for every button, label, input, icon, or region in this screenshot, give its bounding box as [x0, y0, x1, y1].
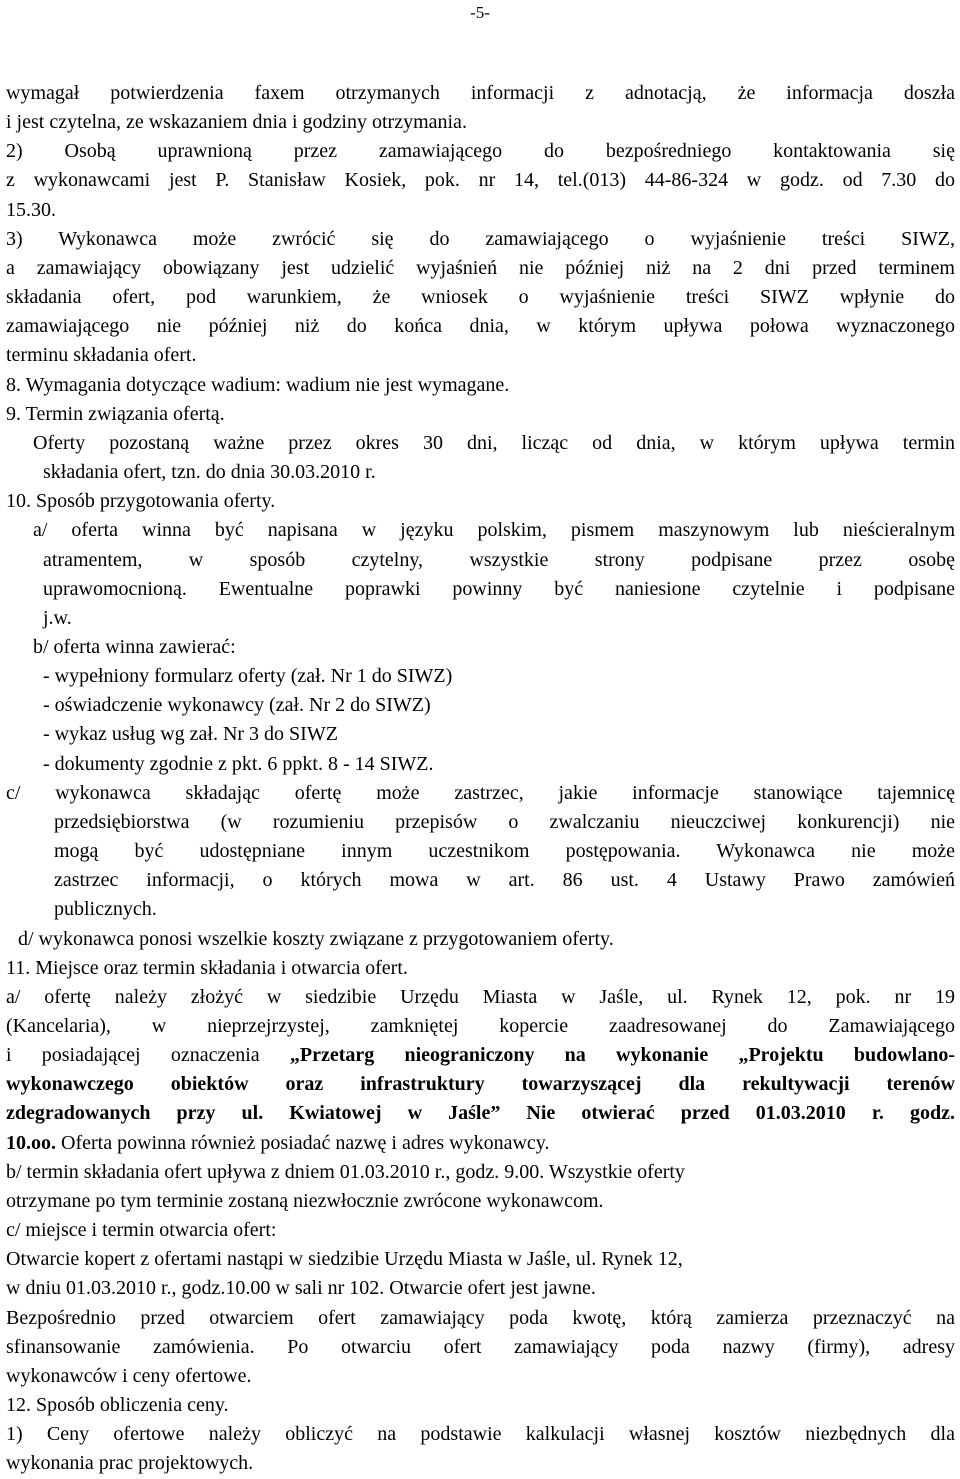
section-heading: 12. Sposób obliczenia ceny. [6, 1394, 229, 1417]
list-item: - oświadczenie wykonawcy (zał. Nr 2 do SIWZ) [43, 694, 431, 717]
text-span: Oferta powinna również posiadać nazwę i adres wykonawcy. [56, 1131, 550, 1154]
text-line: Otwarcie kopert z ofertami nastąpi w siedzibie Urzędu Miasta w Jaśle, ul. Rynek 12, [6, 1248, 683, 1271]
list-item: - wykaz usług wg zał. Nr 3 do SIWZ [43, 723, 338, 746]
text-line: przedsiębiorstwa (w rozumieniu przepisów o zwalczaniu nieuczciwej konkurencji) nie [54, 810, 955, 833]
text-line: składania ofert, pod warunkiem, że wniosek o wyjaśnienie treści SIWZ wpłynie do [6, 286, 955, 309]
text-line: 1) Ceny ofertowe należy obliczyć na podstawie kalkulacji własnej kosztów niezbędnych dla [6, 1423, 955, 1446]
text-line: 3) Wykonawca może zwrócić się do zamawiającego o wyjaśnienie treści SIWZ, [6, 227, 955, 250]
text-line: c/ wykonawca składając ofertę może zastrzec, jakie informacje stanowiące tajemnicę [6, 781, 955, 804]
text-line: 15.30. [6, 198, 56, 221]
section-heading: 10. Sposób przygotowania oferty. [6, 490, 276, 513]
text-span: i posiadającej oznaczenia [6, 1044, 290, 1067]
text-line: w dniu 01.03.2010 r., godz.10.00 w sali nr 102. Otwarcie ofert jest jawne. [6, 1277, 596, 1300]
text-line: Oferty pozostaną ważne przez okres 30 dni, licząc od dnia, w którym upływa termin [33, 431, 955, 454]
text-line: Bezpośrednio przed otwarciem ofert zamawiający poda kwotę, którą zamierza przeznaczyć na [6, 1306, 955, 1329]
list-item: - wypełniony formularz oferty (zał. Nr 1 do SIWZ) [43, 665, 453, 688]
text-line: wymagał potwierdzenia faxem otrzymanych informacji z adnotacją, że informacja doszła [6, 82, 955, 104]
text-line: b/ oferta winna zawierać: [33, 635, 236, 658]
text-line: a zamawiający obowiązany jest udzielić wyjaśnień nie później niż na 2 dni przed terminem [6, 256, 955, 279]
text-line: otrzymane po tym terminie zostaną niezwłocznie zwrócone wykonawcom. [6, 1189, 604, 1212]
text-line: publicznych. [54, 898, 157, 921]
text-line [6, 1129, 955, 1158]
text-line: składania ofert, tzn. do dnia 30.03.2010 r. [43, 461, 376, 484]
text-line: d/ wykonawca ponosi wszelkie koszty związane z przygotowaniem oferty. [18, 927, 614, 950]
list-item: - dokumenty zgodnie z pkt. 6 ppkt. 8 - 14 SIWZ. [43, 752, 434, 775]
section-heading: 8. Wymagania dotyczące wadium: wadium nie jest wymagane. [6, 373, 510, 396]
section-heading: 9. Termin związania ofertą. [6, 402, 225, 425]
text-line: i jest czytelna, ze wskazaniem dnia i godziny otrzymania. [6, 111, 467, 134]
section-heading: 11. Miejsce oraz termin składania i otwarcia ofert. [6, 956, 408, 979]
text-line: mogą być udostępniane innym uczestnikom postępowania. Wykonawca nie może [54, 840, 955, 863]
text-line [6, 1041, 955, 1070]
page-number: -5- [470, 3, 490, 22]
bold-text-line: zdegradowanych przy ul. Kwiatowej w Jaśle” Nie otwierać przed 01.03.2010 r. godz. [6, 1102, 955, 1125]
text-line: terminu składania ofert. [6, 344, 197, 367]
bold-text: „Przetarg nieograniczony na wykonanie „Projektu budowlano- [289, 1044, 955, 1067]
text-line: wykonawców i ceny ofertowe. [6, 1364, 252, 1387]
text-line: wykonania prac projektowych. [6, 1452, 254, 1475]
text-line: b/ termin składania ofert upływa z dniem 01.03.2010 r., godz. 9.00. Wszystkie oferty [6, 1160, 685, 1183]
text-line: zastrzec informacji, o których mowa w art. 86 ust. 4 Ustawy Prawo zamówień [54, 869, 955, 892]
text-line: atramentem, w sposób czytelny, wszystkie strony podpisane przez osobę [43, 548, 955, 571]
text-line: uprawomocnioną. Ewentualne poprawki powinny być naniesione czytelnie i podpisane [43, 577, 955, 600]
text-line: (Kancelaria), w nieprzejrzystej, zamkniętej kopercie zaadresowanej do Zamawiającego [6, 1015, 955, 1037]
text-line: a/ ofertę należy złożyć w siedzibie Urzędu Miasta w Jaśle, ul. Rynek 12, pok. nr 19 [6, 985, 955, 1008]
text-line: sfinansowanie zamówienia. Po otwarciu ofert zamawiający poda nazwy (firmy), adresy [6, 1335, 955, 1358]
text-line: zamawiającego nie później niż do końca dnia, w którym upływa połowa wyznaczonego [6, 315, 955, 338]
text-line: c/ miejsce i termin otwarcia ofert: [6, 1219, 277, 1242]
text-line: j.w. [43, 606, 72, 629]
text-line: a/ oferta winna być napisana w języku polskim, pismem maszynowym lub nieścieralnym [33, 519, 955, 542]
bold-text-line: wykonawczego obiektów oraz infrastruktury towarzyszącej dla rekultywacji terenów [6, 1073, 955, 1096]
bold-text: 10.oo. [6, 1131, 56, 1154]
text-line: z wykonawcami jest P. Stanisław Kosiek, pok. nr 14, tel.(013) 44-86-324 w godz. od 7.30 do [6, 169, 955, 192]
text-line: 2) Osobą uprawnioną przez zamawiającego do bezpośredniego kontaktowania się [6, 140, 955, 163]
document-body [6, 79, 955, 1479]
